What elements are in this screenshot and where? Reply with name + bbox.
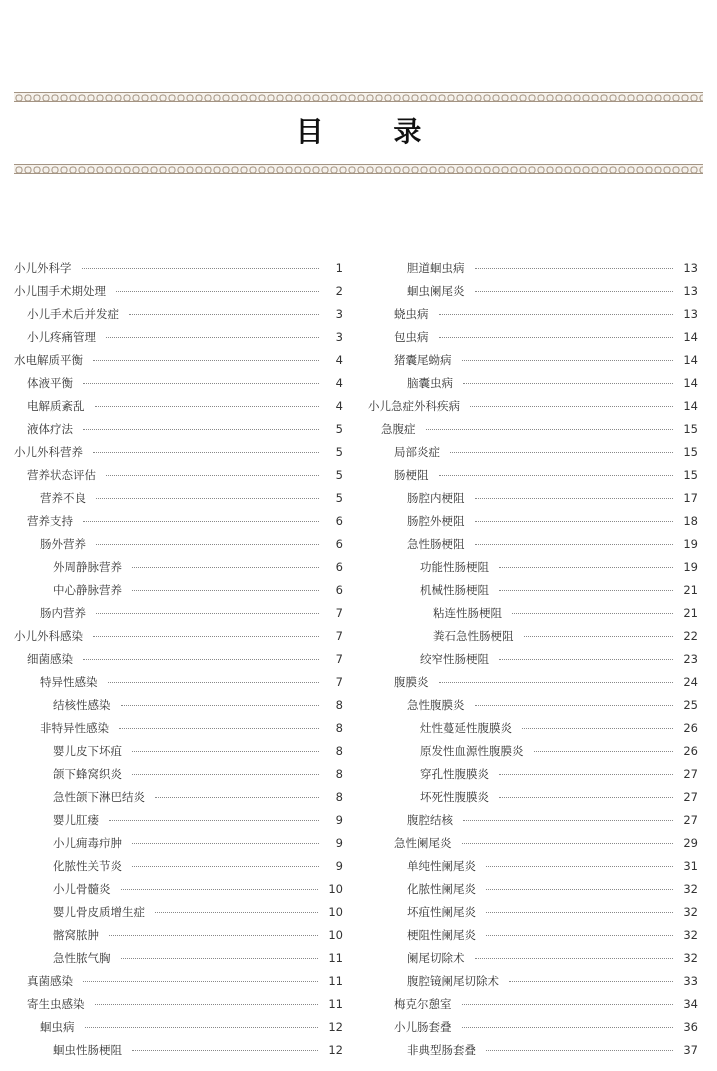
toc-entry-label: 化脓性阑尾炎 [407,881,476,896]
toc-entry-page-number: 4 [335,375,343,390]
dot-leader [121,889,319,890]
toc-entry-label: 婴儿肛瘘 [53,812,99,827]
toc-entry[interactable] [368,693,698,716]
dot-leader [132,751,319,752]
toc-entry-label: 肠外营养 [40,536,86,551]
toc-entry-page-number: 7 [335,605,343,620]
dot-leader [486,866,673,867]
toc-entry[interactable] [368,486,698,509]
toc-entry[interactable] [14,509,343,532]
toc-entry-label: 急性肠梗阻 [407,536,465,551]
toc-entry[interactable] [14,348,343,371]
toc-entry-label: 非特异性感染 [40,720,109,735]
toc-entry-page-number: 11 [328,950,343,965]
toc-entry[interactable] [14,854,343,877]
toc-entry-label: 结核性感染 [53,697,111,712]
toc-entry[interactable] [368,739,698,762]
toc-entry-label: 蛔虫阑尾炎 [407,283,465,298]
toc-entry[interactable] [14,417,343,440]
dot-leader [96,613,319,614]
toc-entry-page-number: 25 [683,697,698,712]
toc-entry-page-number: 27 [683,812,698,827]
toc-entry-label: 婴儿皮下坏疽 [53,743,122,758]
dot-leader [132,866,319,867]
toc-entry[interactable] [368,854,698,877]
toc-entry-page-number: 5 [335,467,343,482]
toc-entry-label: 梅克尔憩室 [394,996,452,1011]
toc-entry[interactable] [368,417,698,440]
toc-entry[interactable] [368,578,698,601]
toc-entry[interactable] [14,256,343,279]
toc-entry-page-number: 9 [335,835,343,850]
toc-entry[interactable] [14,1015,343,1038]
toc-entry-page-number: 9 [335,812,343,827]
toc-entry-page-number: 21 [683,605,698,620]
toc-entry-label: 单纯性阑尾炎 [407,858,476,873]
dot-leader [439,682,674,683]
toc-entry[interactable] [14,716,343,739]
toc-entry-page-number: 1 [335,260,343,275]
toc-entry-page-number: 12 [328,1042,343,1057]
dot-leader [524,636,674,637]
toc-entry-page-number: 31 [683,858,698,873]
toc-entry[interactable] [14,693,343,716]
toc-column-left [14,256,343,1061]
toc-entry-label: 小儿骨髓炎 [53,881,111,896]
toc-entry-page-number: 8 [335,743,343,758]
toc-entry[interactable] [368,900,698,923]
toc-entry-label: 小儿急症外科疾病 [368,398,460,413]
toc-entry-label: 肠腔外梗阻 [407,513,465,528]
dot-leader [475,291,674,292]
toc-entry[interactable] [368,555,698,578]
toc-entry[interactable] [14,1038,343,1061]
toc-entry-page-number: 4 [335,398,343,413]
toc-entry-label: 急性阑尾炎 [394,835,452,850]
toc-entry-label: 坏疽性阑尾炎 [407,904,476,919]
dot-leader [93,636,319,637]
dot-leader [83,383,319,384]
toc-entry-page-number: 14 [683,398,698,413]
dot-leader [475,958,674,959]
toc-entry-label: 电解质紊乱 [27,398,85,413]
toc-entry[interactable] [14,578,343,601]
dot-leader [106,337,319,338]
toc-entry[interactable] [368,785,698,808]
dot-leader [119,728,319,729]
dot-leader [155,797,319,798]
toc-entry-page-number: 17 [683,490,698,505]
toc-entry-page-number: 13 [683,306,698,321]
dot-leader [486,912,673,913]
toc-entry[interactable] [14,532,343,555]
toc-entry[interactable] [368,831,698,854]
toc-entry-label: 蛔虫病 [40,1019,75,1034]
toc-entry-page-number: 27 [683,766,698,781]
toc-entry[interactable] [14,762,343,785]
dot-leader [512,613,673,614]
toc-entry-label: 小儿痈毒疖肿 [53,835,122,850]
toc-entry[interactable] [368,348,698,371]
toc-entry-page-number: 18 [683,513,698,528]
toc-entry-page-number: 15 [683,421,698,436]
dot-leader [83,429,319,430]
toc-entry-label: 腹膜炎 [394,674,429,689]
toc-entry-label: 髂窝脓肿 [53,927,99,942]
toc-entry-page-number: 32 [683,927,698,942]
toc-entry-label: 营养支持 [27,513,73,528]
toc-entry-label: 外周静脉营养 [53,559,122,574]
toc-entry[interactable] [368,992,698,1015]
toc-entry[interactable] [14,992,343,1015]
dot-leader [475,498,674,499]
toc-entry[interactable] [14,624,343,647]
toc-entry-page-number: 7 [335,651,343,666]
toc-entry-page-number: 22 [683,628,698,643]
toc-entry-label: 中心静脉营养 [53,582,122,597]
dot-leader [93,452,319,453]
toc-entry-page-number: 10 [328,904,343,919]
toc-entry-label: 寄生虫感染 [27,996,85,1011]
dot-leader [470,406,673,407]
dot-leader [93,360,319,361]
toc-entry[interactable] [14,670,343,693]
toc-entry-label: 体液平衡 [27,375,73,390]
toc-entry-label: 腹腔镜阑尾切除术 [407,973,499,988]
toc-entry[interactable] [14,647,343,670]
toc-entry[interactable] [14,785,343,808]
dot-leader [129,314,319,315]
dot-leader [486,935,673,936]
toc-entry[interactable] [14,463,343,486]
toc-entry-page-number: 8 [335,720,343,735]
toc-entry-label: 小儿手术后并发症 [27,306,119,321]
dot-leader [83,521,319,522]
toc-entry[interactable] [14,440,343,463]
toc-entry[interactable] [368,279,698,302]
toc-entry-page-number: 6 [335,559,343,574]
decorative-border-bottom [14,164,703,174]
dot-leader [121,958,319,959]
toc-entry-label: 急性腹膜炎 [407,697,465,712]
dot-leader [462,1027,674,1028]
toc-entry-label: 阑尾切除术 [407,950,465,965]
toc-entry-label: 液体疗法 [27,421,73,436]
toc-entry-page-number: 10 [328,927,343,942]
dot-leader [486,889,673,890]
toc-entry-page-number: 27 [683,789,698,804]
toc-entry-label: 颌下蜂窝织炎 [53,766,122,781]
toc-entry[interactable] [368,509,698,532]
dot-leader [132,567,319,568]
toc-entry-page-number: 14 [683,375,698,390]
dot-leader [439,337,674,338]
toc-entry[interactable] [14,279,343,302]
toc-entry[interactable] [14,325,343,348]
dot-leader [96,498,319,499]
dot-leader [426,429,674,430]
toc-entry-page-number: 6 [335,582,343,597]
toc-entry[interactable] [14,946,343,969]
toc-entry-page-number: 15 [683,444,698,459]
toc-entry-page-number: 29 [683,835,698,850]
toc-entry-page-number: 6 [335,536,343,551]
dot-leader [439,475,674,476]
toc-entry-label: 蛲虫病 [394,306,429,321]
toc-entry[interactable] [368,1015,698,1038]
toc-entry[interactable] [368,762,698,785]
dot-leader [463,383,673,384]
dot-leader [475,268,674,269]
toc-entry-page-number: 26 [683,743,698,758]
dot-leader [109,935,318,936]
toc-entry-page-number: 8 [335,789,343,804]
toc-entry[interactable] [368,601,698,624]
toc-entry-label: 小儿疼痛管理 [27,329,96,344]
toc-entry[interactable] [14,900,343,923]
dot-leader [95,1004,319,1005]
toc-entry-page-number: 6 [335,513,343,528]
toc-entry[interactable] [368,716,698,739]
toc-entry[interactable] [368,1038,698,1061]
dot-leader [82,268,320,269]
toc-entry[interactable] [14,831,343,854]
dot-leader [132,774,319,775]
toc-entry-label: 功能性肠梗阻 [420,559,489,574]
toc-entry-page-number: 5 [335,490,343,505]
toc-entry-label: 粪石急性肠梗阻 [433,628,514,643]
dot-leader [499,797,673,798]
toc-entry-page-number: 23 [683,651,698,666]
toc-entry-label: 婴儿骨皮质增生症 [53,904,145,919]
toc-entry-label: 小儿外科营养 [14,444,83,459]
toc-entry-page-number: 12 [328,1019,343,1034]
toc-entry[interactable] [368,256,698,279]
toc-entry[interactable] [14,394,343,417]
toc-entry-label: 非典型肠套叠 [407,1042,476,1057]
toc-entry[interactable] [368,463,698,486]
dot-leader [509,981,673,982]
toc-entry[interactable] [14,302,343,325]
toc-entry-label: 粘连性肠梗阻 [433,605,502,620]
toc-entry-label: 小儿围手术期处理 [14,283,106,298]
toc-entry-page-number: 10 [328,881,343,896]
toc-entry[interactable] [14,923,343,946]
toc-entry-label: 腹腔结核 [407,812,453,827]
toc-entry-page-number: 8 [335,697,343,712]
toc-entry-page-number: 11 [328,996,343,1011]
toc-entry-label: 急性颌下淋巴结炎 [53,789,145,804]
toc-entry-label: 肠梗阻 [394,467,429,482]
toc-entry[interactable] [14,371,343,394]
toc-entry-label: 机械性肠梗阻 [420,582,489,597]
toc-entry-label: 猪囊尾蚴病 [394,352,452,367]
toc-entry-page-number: 19 [683,536,698,551]
toc-entry-page-number: 3 [335,306,343,321]
toc-entry[interactable] [368,371,698,394]
dot-leader [85,1027,319,1028]
dot-leader [439,314,674,315]
dot-leader [83,981,318,982]
toc-entry-label: 坏死性腹膜炎 [420,789,489,804]
toc-entry-page-number: 13 [683,283,698,298]
toc-entry-page-number: 21 [683,582,698,597]
toc-entry-page-number: 36 [683,1019,698,1034]
toc-entry[interactable] [368,325,698,348]
dot-leader [499,567,673,568]
dot-leader [106,475,319,476]
dot-leader [450,452,673,453]
page-title: 目 录 [295,115,452,148]
toc-entry-page-number: 37 [683,1042,698,1057]
toc-entry-page-number: 14 [683,329,698,344]
toc-entry-label: 原发性血源性腹膜炎 [420,743,524,758]
toc-entry[interactable] [368,877,698,900]
dot-leader [132,590,319,591]
toc-entry-label: 小儿外科感染 [14,628,83,643]
dot-leader [499,590,673,591]
dot-leader [121,705,320,706]
dot-leader [462,1004,674,1005]
dot-leader [109,820,319,821]
toc-column-right [368,256,698,1061]
dot-leader [522,728,673,729]
toc-entry-page-number: 32 [683,950,698,965]
dot-leader [462,360,674,361]
dot-leader [155,912,318,913]
toc-entry-label: 急腹症 [381,421,416,436]
toc-entry-page-number: 14 [683,352,698,367]
toc-entry-label: 脑囊虫病 [407,375,453,390]
toc-entry-page-number: 26 [683,720,698,735]
dot-leader [116,291,319,292]
toc-entry-label: 蛔虫性肠梗阻 [53,1042,122,1057]
toc-entry[interactable] [368,394,698,417]
toc-entry-label: 灶性蔓延性腹膜炎 [420,720,512,735]
toc-entry[interactable] [368,969,698,992]
toc-entry-label: 细菌感染 [27,651,73,666]
dot-leader [499,659,673,660]
toc-entry-label: 肠腔内梗阻 [407,490,465,505]
toc-entry-page-number: 3 [335,329,343,344]
toc-entry[interactable] [14,555,343,578]
toc-entry-label: 急性脓气胸 [53,950,111,965]
toc-entry-label: 局部炎症 [394,444,440,459]
toc-entry[interactable] [14,601,343,624]
toc-entry-label: 肠内营养 [40,605,86,620]
toc-entry[interactable] [368,624,698,647]
toc-entry[interactable] [14,969,343,992]
toc-entry-page-number: 4 [335,352,343,367]
toc-entry-label: 小儿肠套叠 [394,1019,452,1034]
dot-leader [463,820,673,821]
toc-entry-page-number: 9 [335,858,343,873]
toc-entry-page-number: 15 [683,467,698,482]
decorative-border-top [14,92,703,102]
toc-entry-page-number: 19 [683,559,698,574]
dot-leader [95,406,320,407]
toc-entry-page-number: 34 [683,996,698,1011]
toc-entry-page-number: 24 [683,674,698,689]
toc-entry-label: 营养状态评估 [27,467,96,482]
toc-entry-page-number: 32 [683,904,698,919]
toc-entry-page-number: 13 [683,260,698,275]
toc-entry[interactable] [14,486,343,509]
toc-entry-page-number: 7 [335,628,343,643]
toc-entry[interactable] [368,946,698,969]
toc-entry-page-number: 11 [328,973,343,988]
toc-entry-label: 胆道蛔虫病 [407,260,465,275]
toc-entry[interactable] [368,302,698,325]
dot-leader [132,843,319,844]
dot-leader [534,751,674,752]
toc-entry-page-number: 2 [335,283,343,298]
toc-entry[interactable] [14,877,343,900]
toc-entry[interactable] [368,647,698,670]
dot-leader [132,1050,318,1051]
dot-leader [499,774,673,775]
dot-leader [475,705,674,706]
toc-entry[interactable] [14,808,343,831]
toc-entry[interactable] [368,670,698,693]
toc-entry-label: 特异性感染 [40,674,98,689]
toc-entry-label: 绞窄性肠梗阻 [420,651,489,666]
toc-entry-page-number: 33 [683,973,698,988]
toc-entry-label: 化脓性关节炎 [53,858,122,873]
dot-leader [108,682,320,683]
toc-entry-page-number: 5 [335,444,343,459]
toc-entry-page-number: 32 [683,881,698,896]
dot-leader [462,843,674,844]
toc-entry[interactable] [368,808,698,831]
toc-entry-label: 穿孔性腹膜炎 [420,766,489,781]
toc-entry-page-number: 8 [335,766,343,781]
toc-entry[interactable] [368,532,698,555]
dot-leader [475,521,674,522]
toc-entry-label: 水电解质平衡 [14,352,83,367]
toc-entry-page-number: 7 [335,674,343,689]
toc-entry-label: 真菌感染 [27,973,73,988]
toc-entry[interactable] [14,739,343,762]
dot-leader [96,544,319,545]
toc-entry-label: 梗阻性阑尾炎 [407,927,476,942]
toc-entry-label: 小儿外科学 [14,260,72,275]
toc-entry[interactable] [368,440,698,463]
toc-entry-page-number: 5 [335,421,343,436]
toc-entry[interactable] [368,923,698,946]
dot-leader [486,1050,673,1051]
toc-entry-label: 营养不良 [40,490,86,505]
dot-leader [475,544,674,545]
toc-entry-label: 包虫病 [394,329,429,344]
dot-leader [83,659,319,660]
